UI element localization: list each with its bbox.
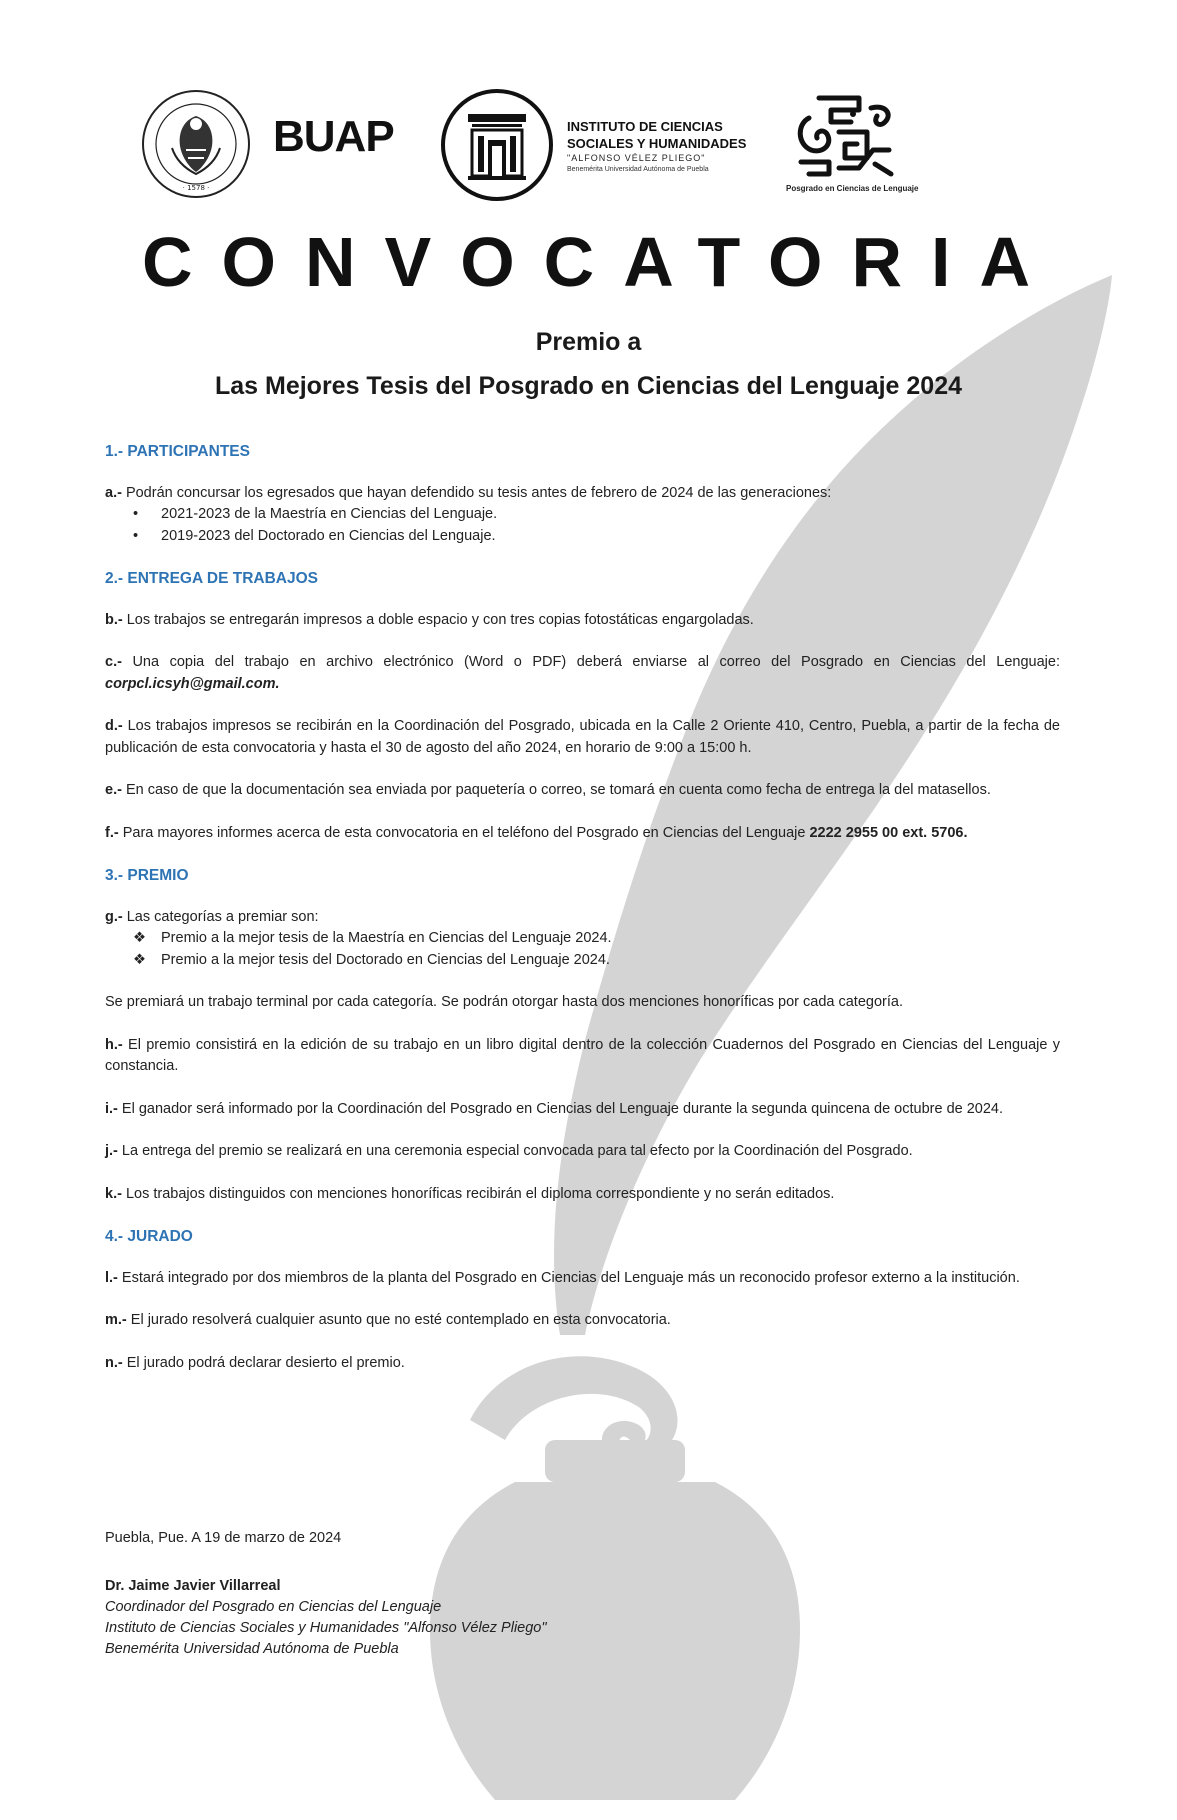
clause-i [105,1099,1060,1121]
svg-text:· 1578 ·: · 1578 · [182,184,210,192]
clause-label: l.- [105,1269,118,1286]
clause-label: f.- [105,824,119,841]
clause-n [105,1353,1060,1375]
four-diamond-bullet-icon: ❖ [133,930,146,946]
icsyh-logo-icon [440,88,554,202]
clause-text: Los trabajos distinguidos con menciones honoríficas recibirán el diploma correspondiente y no serán editados. [121,1185,835,1202]
list-item-text: Premio a la mejor tesis del Doctorado en Ciencias del Lenguaje 2024. [161,951,610,968]
clause-text: El jurado podrá declarar desierto el premio. [122,1354,405,1371]
institute-line3: "ALFONSO VÉLEZ PLIEGO" [567,153,706,163]
signatory-role-1: Coordinador del Posgrado en Ciencias del Lenguaje [105,1599,442,1615]
posgrado-caption: Posgrado en Ciencias de Lenguaje [786,184,919,193]
four-diamond-bullet-icon: ❖ [133,951,146,968]
clause-text: Podrán concursar los egresados que hayan defendido su tesis antes de febrero de 2024 de las generaciones: [121,484,832,501]
clause-label: h.- [105,1036,123,1053]
clause-f [105,823,1060,845]
buap-wordmark: BUAP [273,112,394,161]
subtitle-line2: Las Mejores Tesis del Posgrado en Ciencias del Lenguaje 2024 [214,372,963,400]
generations-list [105,504,1060,547]
list-item-text: 2021-2023 de la Maestría en Ciencias del Lenguaje. [161,506,498,522]
clause-g [105,907,1060,929]
clause-text: El premio consistirá en la edición de su trabajo en un libro digital dentro de la colección Cuadernos del Posgrado en Ciencias del Lenguaje y constancia. [105,1036,1060,1074]
section-heading-entrega: 2.- ENTREGA DE TRABAJOS [105,570,319,587]
clause-label: a.- [105,484,122,501]
clause-k [105,1184,1060,1206]
clause-text: Los trabajos se entregarán impresos a doble espacio y con tres copias fotostáticas engargoladas. [122,611,754,628]
signature-date: Puebla, Pue. A 19 de marzo de 2024 [105,1530,342,1546]
categories-list [105,928,1060,971]
section-heading-participantes: 1.- PARTICIPANTES [105,443,250,460]
signatory-name: Dr. Jaime Javier Villarreal [105,1578,281,1594]
contact-phone: 2222 2955 00 ext. 5706. [809,824,968,841]
clause-j [105,1141,1060,1163]
clause-b [105,610,1060,632]
round-bullet-icon: • [133,527,139,544]
clause-label: d.- [105,718,123,734]
clause-text: El jurado resolverá cualquier asunto que no esté contemplado en esta convocatoria. [126,1312,671,1328]
clause-m [105,1310,1060,1332]
institute-line1: INSTITUTO DE CIENCIAS [567,119,723,134]
clause-text: Una copia del trabajo en archivo electrónico (Word o PDF) deberá enviarse al correo del Posgrado en Ciencias del Lenguaje: [121,654,1060,670]
clause-label: j.- [105,1143,118,1159]
clause-label: i.- [105,1100,118,1117]
subtitle-line1: Premio a [535,328,642,356]
signatory-role-3: Benemérita Universidad Autónoma de Puebla [105,1641,399,1657]
list-item [133,928,1060,950]
clause-label: e.- [105,782,122,798]
round-bullet-icon: • [133,506,139,522]
clause-e [105,780,1060,802]
signatory-role-2: Instituto de Ciencias Sociales y Humanidades "Alfonso Vélez Pliego" [105,1620,547,1636]
clause-text: En caso de que la documentación sea enviada por paquetería o correo, se tomará en cuenta como fecha de entrega la del matasellos. [121,782,991,798]
clause-label: n.- [105,1354,123,1371]
institute-line2: SOCIALES Y HUMANIDADES [567,136,747,151]
clause-label: g.- [105,908,123,925]
signature-block [105,1528,805,1660]
buap-seal-icon [140,88,252,200]
clause-text: Las categorías a premiar son: [122,908,319,925]
premio-note: Se premiará un trabajo terminal por cada categoría. Se podrán otorgar hasta dos menciones honoríficas por cada categoría. [105,994,903,1010]
clause-label: m.- [105,1312,127,1328]
clause-l [105,1268,1060,1290]
posgrado-glyph-logo-icon [789,88,899,183]
clause-text: Para mayores informes acerca de esta convocatoria en el teléfono del Posgrado en Ciencias del Lenguaje [118,824,810,841]
clause-a [105,483,1060,505]
logos-header [140,78,940,208]
clause-label: c.- [105,654,122,670]
clause-text: El ganador será informado por la Coordinación del Posgrado en Ciencias del Lenguaje durante la segunda quincena de octubre de 2024. [117,1100,1004,1117]
clause-c [105,652,1060,695]
clause-text: Estará integrado por dos miembros de la planta del Posgrado en Ciencias del Lenguaje más un reconocido profesor externo a la institución. [117,1269,1020,1286]
clause-label: k.- [105,1185,122,1202]
clause-h [105,1035,1060,1078]
list-item-text: 2019-2023 del Doctorado en Ciencias del Lenguaje. [161,527,496,544]
institute-line4: Benemérita Universidad Autónoma de Puebla [567,166,709,173]
clause-d [105,716,1060,759]
document-body [105,441,1060,1395]
section-heading-premio: 3.- PREMIO [105,867,189,884]
clause-text: La entrega del premio se realizará en una ceremonia especial convocada para tal efecto por la Coordinación del Posgrado. [117,1143,913,1159]
list-item-text: Premio a la mejor tesis de la Maestría en Ciencias del Lenguaje 2024. [161,930,612,946]
page-title: CONVOCATORIA [141,223,1060,301]
contact-email: corpcl.icsyh@gmail.com. [105,675,280,692]
clause-label: b.- [105,611,123,628]
list-item [133,526,1060,548]
institute-name [567,118,797,175]
clause-text: Los trabajos impresos se recibirán en la Coordinación del Posgrado, ubicada en la Calle 2 Oriente 410, Centro, Puebla, a partir de la fecha de publicación de esta convocatoria y hasta el 30 de agosto del año 2024, en horario de 9:00 a 15:00 h. [105,718,1060,756]
list-item [133,504,1060,526]
section-heading-jurado: 4.- JURADO [105,1228,193,1245]
list-item [133,950,1060,972]
